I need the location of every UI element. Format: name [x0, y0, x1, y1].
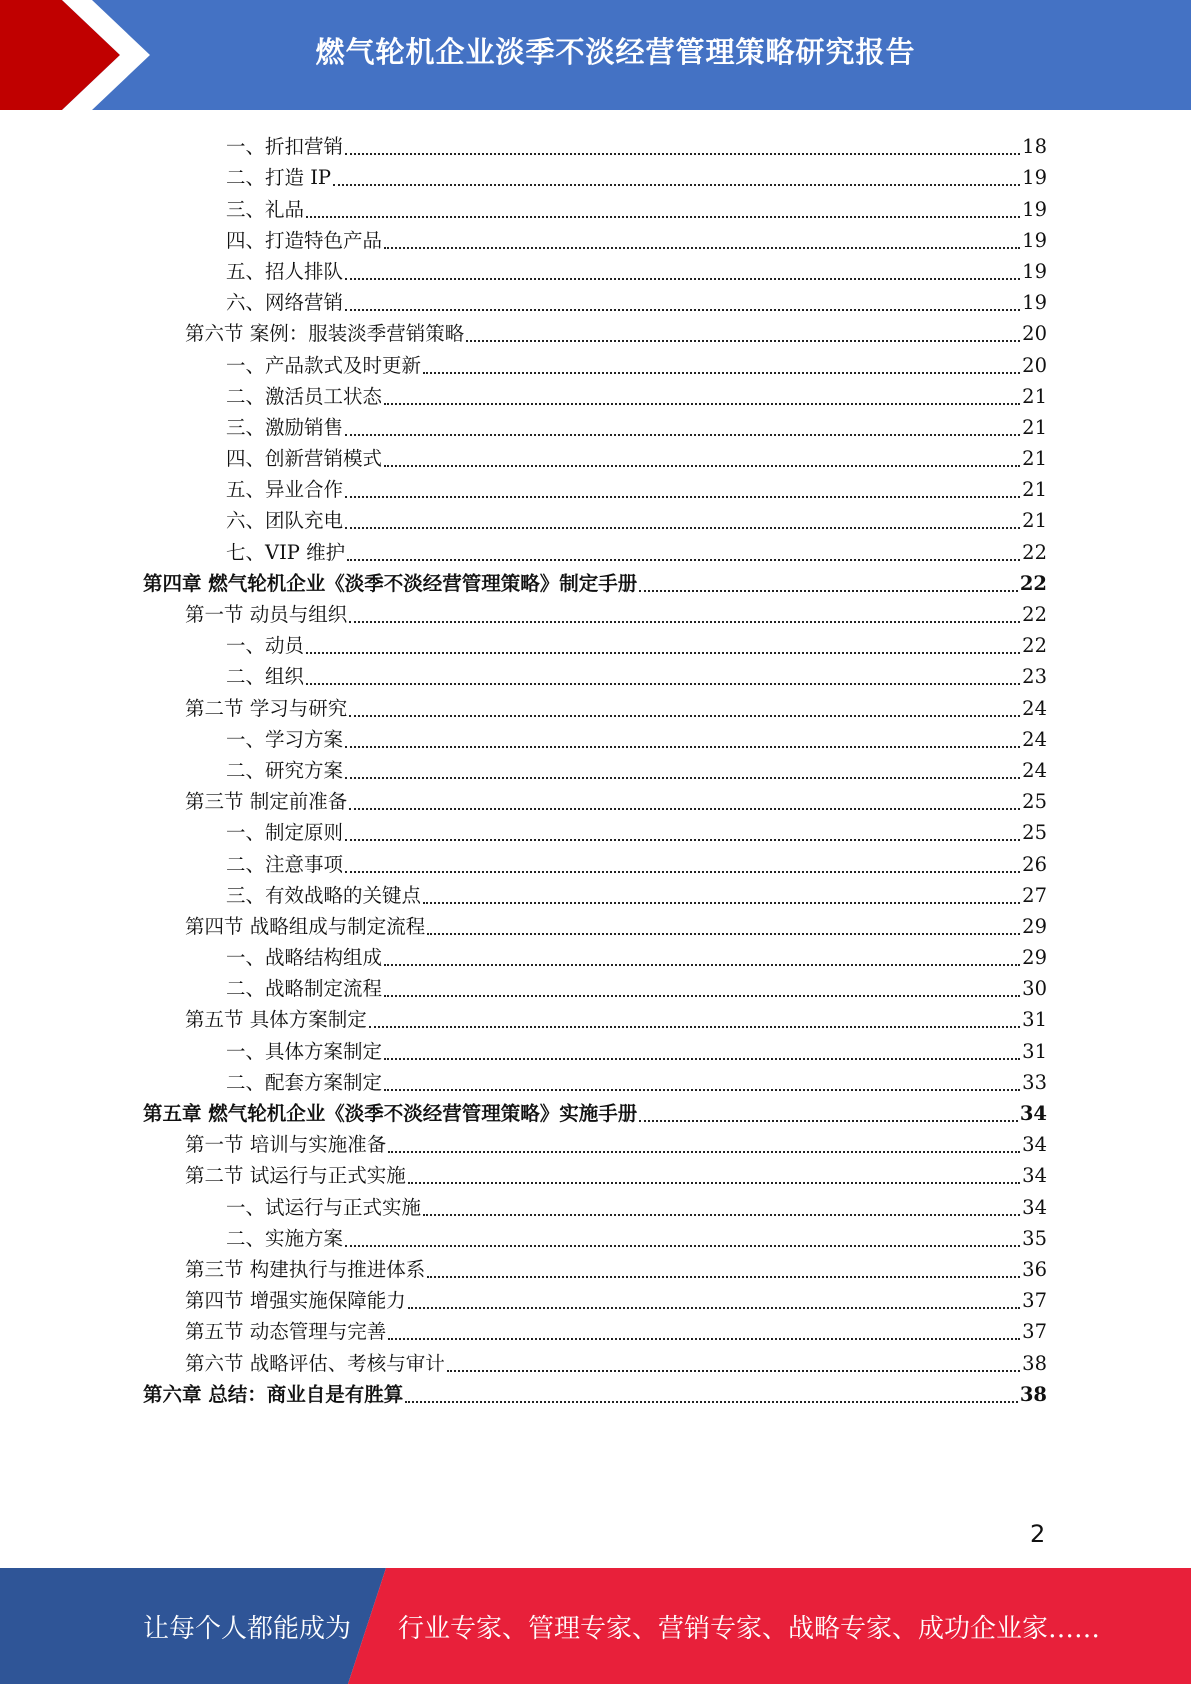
page-footer: [0, 1568, 1191, 1684]
toc-subsection-entry[interactable]: [0, 222, 1047, 253]
toc-entry-label: 二、研究方案: [226, 758, 344, 782]
toc-entry-page: 31: [1022, 1008, 1047, 1032]
toc-leader-dots: [347, 539, 1020, 561]
toc-entry-label: 一、试运行与正式实施: [226, 1195, 422, 1219]
toc-leader-dots: [333, 164, 1020, 186]
toc-leader-dots: [384, 227, 1020, 249]
toc-entry-page: 19: [1022, 197, 1047, 221]
toc-leader-dots: [423, 1194, 1020, 1216]
toc-entry-label: 一、学习方案: [226, 727, 344, 751]
toc-subsection-entry[interactable]: [0, 440, 1047, 471]
toc-subsection-entry[interactable]: [0, 814, 1047, 845]
toc-leader-dots: [388, 1131, 1020, 1153]
toc-leader-dots: [423, 882, 1020, 904]
toc-entry-label: 第四章 燃气轮机企业《淡季不淡经营管理策略》制定手册: [143, 571, 638, 595]
toc-entry-page: 29: [1022, 914, 1047, 938]
toc-subsection-entry[interactable]: [0, 939, 1047, 970]
toc-leader-dots: [345, 414, 1020, 436]
toc-entry-label: 第五节 具体方案制定: [185, 1008, 367, 1032]
toc-entry-label: 二、打造 IP: [226, 166, 332, 190]
table-of-contents: [0, 128, 1191, 1407]
toc-entry-label: 二、配套方案制定: [226, 1070, 383, 1094]
toc-entry-page: 22: [1022, 540, 1047, 564]
toc-subsection-entry[interactable]: [0, 845, 1047, 876]
toc-entry-page: 34: [1022, 1195, 1047, 1219]
toc-entry-page: 34: [1022, 1164, 1047, 1188]
toc-entry-label: 二、组织: [226, 665, 305, 689]
toc-entry-page: 21: [1022, 384, 1047, 408]
toc-entry-page: 21: [1022, 509, 1047, 533]
toc-entry-label: 第四节 战略组成与制定流程: [185, 914, 426, 938]
toc-section-entry[interactable]: [0, 1001, 1047, 1032]
toc-entry-label: 五、异业合作: [226, 478, 344, 502]
toc-entry-page: 26: [1022, 852, 1047, 876]
toc-subsection-entry[interactable]: [0, 1188, 1047, 1219]
toc-section-entry[interactable]: [0, 908, 1047, 939]
toc-entry-label: 第一节 动员与组织: [185, 603, 348, 626]
toc-leader-dots: [349, 788, 1020, 810]
toc-entry-label: 一、产品款式及时更新: [226, 353, 422, 377]
toc-leader-dots: [306, 196, 1020, 218]
toc-leader-dots: [345, 819, 1020, 841]
toc-entry-page: 36: [1022, 1257, 1047, 1281]
toc-leader-dots: [345, 133, 1020, 155]
toc-leader-dots: [447, 1350, 1020, 1372]
toc-entry-page: 19: [1022, 291, 1047, 315]
toc-leader-dots: [408, 1162, 1020, 1184]
toc-entry-label: 二、战略制定流程: [226, 977, 383, 1001]
toc-entry-label: 第一节 培训与实施准备: [185, 1133, 387, 1157]
toc-leader-dots: [345, 507, 1020, 529]
toc-entry-label: 三、礼品: [226, 197, 305, 221]
toc-leader-dots: [384, 944, 1020, 966]
toc-leader-dots: [345, 258, 1020, 280]
toc-leader-dots: [369, 1006, 1020, 1028]
toc-entry-page: 34: [1022, 1133, 1047, 1157]
toc-entry-label: 第六节 案例：服装淡季营销策略: [185, 322, 465, 346]
toc-subsection-entry[interactable]: [0, 128, 1047, 159]
toc-leader-dots: [349, 601, 1020, 623]
toc-entry-page: 38: [1019, 1382, 1047, 1406]
toc-entry-label: 第六节 战略评估、考核与审计: [185, 1351, 445, 1375]
document-title: 燃气轮机企业淡季不淡经营管理策略研究报告: [315, 34, 916, 69]
footer-slogan-left: 让每个人都能成为: [143, 1613, 352, 1644]
toc-section-entry[interactable]: [0, 1251, 1047, 1282]
toc-subsection-entry[interactable]: [0, 502, 1047, 533]
toc-subsection-entry[interactable]: [0, 752, 1047, 783]
toc-subsection-entry[interactable]: [0, 378, 1047, 409]
page-header: [0, 0, 1191, 110]
toc-section-entry[interactable]: [0, 1157, 1047, 1188]
toc-entry-label: 第二节 试运行与正式实施: [185, 1164, 406, 1188]
toc-entry-label: 第五节 动态管理与完善: [185, 1320, 387, 1344]
toc-leader-dots: [384, 1038, 1020, 1060]
toc-subsection-entry[interactable]: [0, 159, 1047, 190]
toc-leader-dots: [345, 476, 1020, 498]
toc-leader-dots: [639, 1100, 1018, 1122]
toc-subsection-entry[interactable]: [0, 253, 1047, 284]
toc-entry-label: 三、激励销售: [226, 415, 344, 439]
toc-chapter-entry[interactable]: [0, 565, 1047, 596]
toc-entry-page: 23: [1022, 665, 1047, 689]
page-number: 2: [1030, 1520, 1046, 1548]
toc-leader-dots: [405, 1381, 1018, 1403]
toc-section-entry[interactable]: [0, 1126, 1047, 1157]
toc-entry-page: 33: [1022, 1070, 1047, 1094]
toc-section-entry[interactable]: [0, 783, 1047, 814]
toc-leader-dots: [306, 632, 1020, 654]
toc-leader-dots: [345, 1225, 1020, 1247]
toc-subsection-entry[interactable]: [0, 284, 1047, 315]
toc-entry-label: 六、团队充电: [226, 509, 344, 533]
toc-entry-page: 34: [1019, 1102, 1047, 1125]
toc-entry-label: 第四节 增强实施保障能力: [185, 1289, 406, 1313]
toc-subsection-entry[interactable]: [0, 1220, 1047, 1251]
toc-subsection-entry[interactable]: [0, 471, 1047, 502]
toc-subsection-entry[interactable]: [0, 970, 1047, 1001]
toc-section-entry[interactable]: [0, 1344, 1047, 1375]
toc-entry-page: 30: [1022, 977, 1047, 1001]
toc-entry-page: 24: [1022, 758, 1047, 782]
toc-entry-page: 20: [1022, 353, 1047, 377]
toc-entry-label: 第三节 构建执行与推进体系: [185, 1257, 426, 1281]
toc-entry-label: 四、打造特色产品: [226, 228, 383, 252]
toc-chapter-entry[interactable]: [0, 1095, 1047, 1126]
toc-entry-label: 三、有效战略的关键点: [226, 883, 422, 907]
toc-entry-page: 19: [1022, 166, 1047, 190]
toc-entry-page: 24: [1022, 727, 1047, 751]
toc-leader-dots: [388, 1318, 1020, 1340]
toc-entry-page: 19: [1022, 259, 1047, 283]
toc-leader-dots: [345, 726, 1020, 748]
toc-entry-label: 六、网络营销: [226, 291, 344, 315]
toc-subsection-entry[interactable]: [0, 658, 1047, 689]
toc-leader-dots: [466, 320, 1020, 342]
toc-entry-label: 第二节 学习与研究: [185, 696, 348, 720]
toc-entry-page: 21: [1022, 478, 1047, 502]
toc-subsection-entry[interactable]: [0, 627, 1047, 658]
toc-entry-label: 一、具体方案制定: [226, 1039, 383, 1063]
toc-leader-dots: [306, 663, 1020, 685]
toc-entry-label: 五、招人排队: [226, 259, 344, 283]
toc-entry-label: 一、制定原则: [226, 821, 344, 845]
toc-entry-page: 27: [1022, 883, 1047, 907]
toc-entry-page: 22: [1022, 603, 1047, 626]
toc-leader-dots: [384, 975, 1020, 997]
toc-entry-page: 20: [1022, 322, 1047, 346]
toc-subsection-entry[interactable]: [0, 346, 1047, 377]
toc-entry-page: 22: [1022, 634, 1047, 658]
toc-subsection-entry[interactable]: [0, 877, 1047, 908]
toc-entry-page: 31: [1022, 1039, 1047, 1063]
toc-entry-page: 37: [1022, 1320, 1047, 1344]
toc-leader-dots: [384, 445, 1020, 467]
toc-section-entry[interactable]: [0, 1313, 1047, 1344]
toc-entry-label: 七、VIP 维护: [226, 540, 346, 564]
toc-leader-dots: [427, 1256, 1020, 1278]
toc-entry-label: 一、战略结构组成: [226, 946, 383, 970]
toc-subsection-entry[interactable]: [0, 190, 1047, 221]
toc-entry-page: 25: [1022, 790, 1047, 814]
toc-section-entry[interactable]: [0, 689, 1047, 720]
toc-entry-page: 21: [1022, 447, 1047, 471]
toc-leader-dots: [345, 851, 1020, 873]
toc-entry-page: 29: [1022, 946, 1047, 970]
toc-section-entry[interactable]: [0, 315, 1047, 346]
toc-leader-dots: [639, 570, 1018, 592]
toc-subsection-entry[interactable]: [0, 1032, 1047, 1063]
toc-section-entry[interactable]: [0, 596, 1047, 627]
toc-entry-page: 37: [1022, 1289, 1047, 1313]
toc-entry-label: 四、创新营销模式: [226, 447, 383, 471]
toc-entry-label: 二、注意事项: [226, 852, 344, 876]
toc-entry-page: 21: [1022, 415, 1047, 439]
toc-entry-label: 一、动员: [226, 634, 305, 658]
toc-entry-label: 一、折扣营销: [226, 135, 344, 159]
footer-slogan-right: 行业专家、管理专家、营销专家、战略专家、成功企业家……: [398, 1613, 1101, 1644]
toc-entry-page: 35: [1022, 1226, 1047, 1250]
toc-entry-label: 第五章 燃气轮机企业《淡季不淡经营管理策略》实施手册: [143, 1102, 638, 1125]
toc-entry-page: 22: [1019, 571, 1047, 595]
toc-leader-dots: [427, 913, 1020, 935]
toc-leader-dots: [349, 695, 1020, 717]
toc-entry-page: 25: [1022, 821, 1047, 845]
toc-leader-dots: [345, 289, 1020, 311]
toc-entry-label: 第三节 制定前准备: [185, 790, 348, 814]
toc-leader-dots: [345, 757, 1020, 779]
toc-subsection-entry[interactable]: [0, 409, 1047, 440]
toc-section-entry[interactable]: [0, 1282, 1047, 1313]
toc-entry-label: 二、实施方案: [226, 1226, 344, 1250]
toc-chapter-entry[interactable]: [0, 1376, 1047, 1407]
toc-leader-dots: [423, 352, 1020, 374]
toc-entry-label: 二、激活员工状态: [226, 384, 383, 408]
toc-entry-label: 第六章 总结：商业自是有胜算: [143, 1382, 404, 1406]
toc-entry-page: 24: [1022, 696, 1047, 720]
toc-entry-page: 38: [1022, 1351, 1047, 1375]
toc-entry-page: 19: [1022, 228, 1047, 252]
toc-entry-page: 18: [1022, 135, 1047, 159]
toc-leader-dots: [384, 383, 1020, 405]
toc-subsection-entry[interactable]: [0, 721, 1047, 752]
toc-leader-dots: [408, 1287, 1020, 1309]
toc-subsection-entry[interactable]: [0, 1064, 1047, 1095]
toc-subsection-entry[interactable]: [0, 533, 1047, 564]
toc-leader-dots: [384, 1069, 1020, 1091]
